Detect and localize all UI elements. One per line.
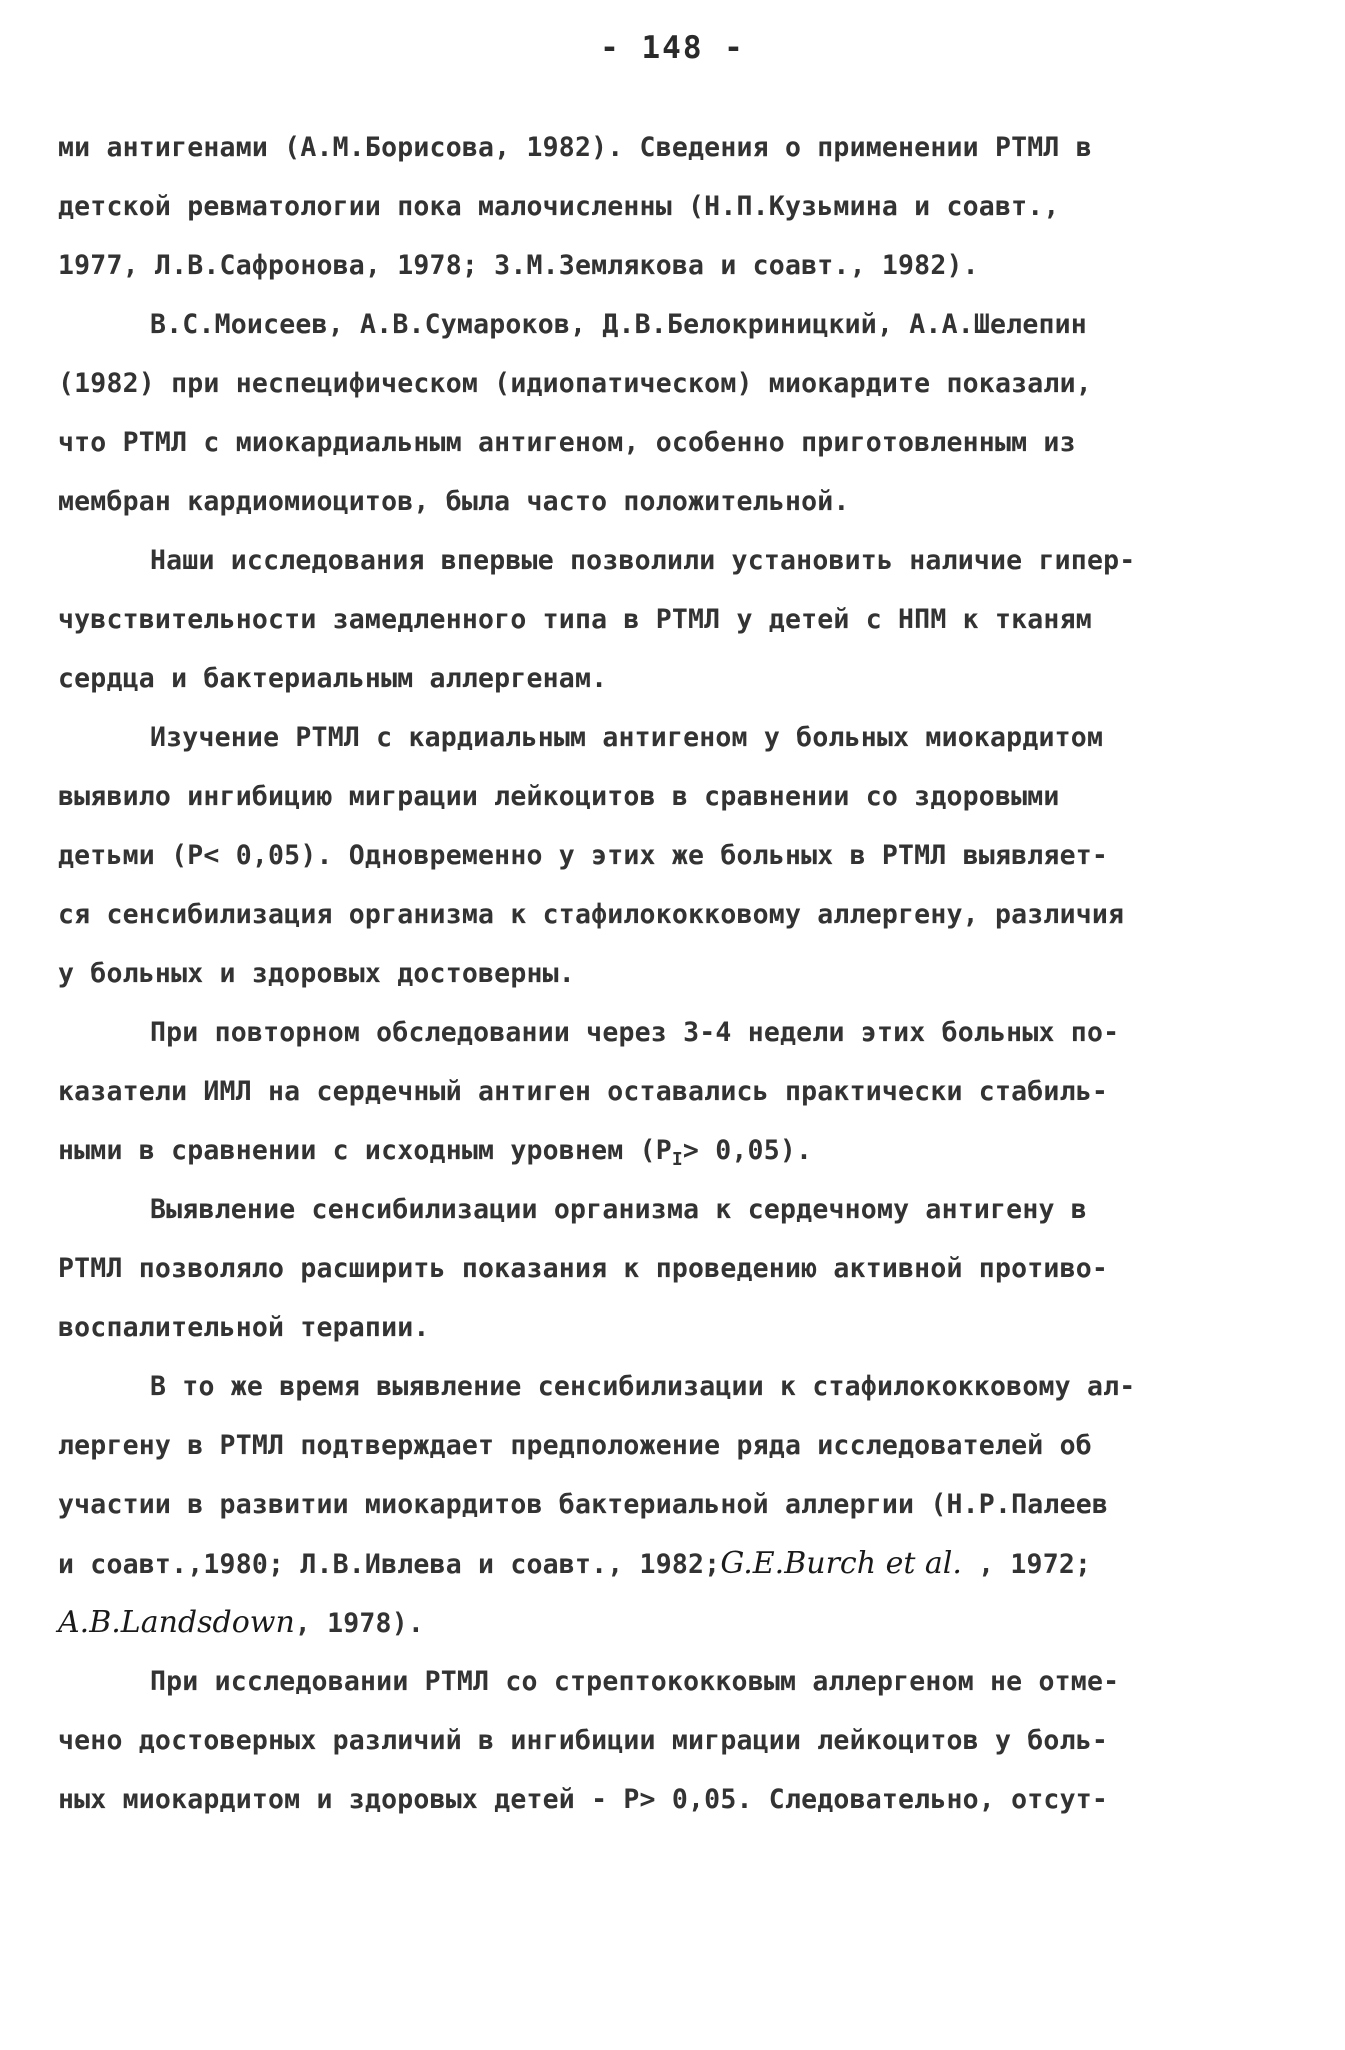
body-text (58, 118, 1290, 1829)
text-line: (1982) при неспецифическом (идиопатическом) миокардите показали, (58, 368, 1092, 399)
text-line: ных миокардитом и здоровых детей - Р> 0,05. Следовательно, отсут- (58, 1784, 1109, 1815)
text-line: Выявление сенсибилизации организма к сердечному антигену в (150, 1194, 1087, 1225)
text-line: РТМЛ позволяло расширить показания к проведению активной противо- (58, 1253, 1109, 1284)
text-line: 1977, Л.В.Сафронова, 1978; З.М.Землякова и соавт., 1982). (58, 250, 979, 281)
text-segment: , 1978). (294, 1608, 425, 1639)
text-line: мембран кардиомиоцитов, была часто положительной. (58, 486, 850, 517)
text-segment: , 1972; (961, 1549, 1092, 1580)
handwritten-reference: G.E.Burch et al. (720, 1546, 962, 1581)
text-line (58, 1593, 1290, 1652)
text-line: детьми (Р< 0,05). Одновременно у этих же больных в РТМЛ выявляет- (58, 840, 1109, 871)
text-line: Наши исследования впервые позволили установить наличие гипер- (150, 545, 1136, 576)
text-line: детской ревматологии пока малочисленны (Н.П.Кузьмина и соавт., (58, 191, 1060, 222)
text-line: При повторном обследовании через 3-4 недели этих больных по- (150, 1017, 1120, 1048)
handwritten-reference: A.B.Landsdown (58, 1605, 295, 1640)
text-line: чено достоверных различий в ингибиции миграции лейкоцитов у боль- (58, 1725, 1109, 1756)
text-line: ся сенсибилизация организма к стафилококковому аллергену, различия (58, 899, 1125, 930)
page-number: - 148 - (600, 30, 745, 66)
text-segment: и соавт.,1980; Л.В.Ивлева и соавт., 1982; (58, 1549, 721, 1580)
text-line (58, 1534, 1290, 1593)
text-line: В.С.Моисеев, А.В.Сумароков, Д.В.Белокриницкий, А.А.Шелепин (150, 309, 1087, 340)
text-line: При исследовании РТМЛ со стрептококковым аллергеном не отме- (150, 1666, 1120, 1697)
text-line: Изучение РТМЛ с кардиальным антигеном у больных миокардитом (150, 722, 1104, 753)
text-line: В то же время выявление сенсибилизации к стафилококковому ал- (150, 1371, 1136, 1402)
text-line: сердца и бактериальным аллергенам. (58, 663, 608, 694)
text-line: что РТМЛ с миокардиальным антигеном, особенно приготовленным из (58, 427, 1076, 458)
text-line: у больных и здоровых достоверны. (58, 958, 575, 989)
text-line: участии в развитии миокардитов бактериальной аллергии (Н.Р.Палеев (58, 1489, 1109, 1520)
text-line: чувствительности замедленного типа в РТМЛ у детей с НПМ к тканям (58, 604, 1092, 635)
subscript: I (671, 1149, 683, 1170)
text-segment: > 0,05). (682, 1135, 813, 1166)
text-line: лергену в РТМЛ подтверждает предположение ряда исследователей об (58, 1430, 1092, 1461)
text-line: воспалительной терапии. (58, 1312, 430, 1343)
text-line: ми антигенами (А.М.Борисова, 1982). Сведения о применении РТМЛ в (58, 132, 1092, 163)
text-segment: ными в сравнении с исходным уровнем (Р (58, 1135, 672, 1166)
text-line (58, 1121, 1290, 1180)
text-line: казатели ИМЛ на сердечный антиген оставались практически стабиль- (58, 1076, 1109, 1107)
text-line: выявило ингибицию миграции лейкоцитов в сравнении со здоровыми (58, 781, 1060, 812)
